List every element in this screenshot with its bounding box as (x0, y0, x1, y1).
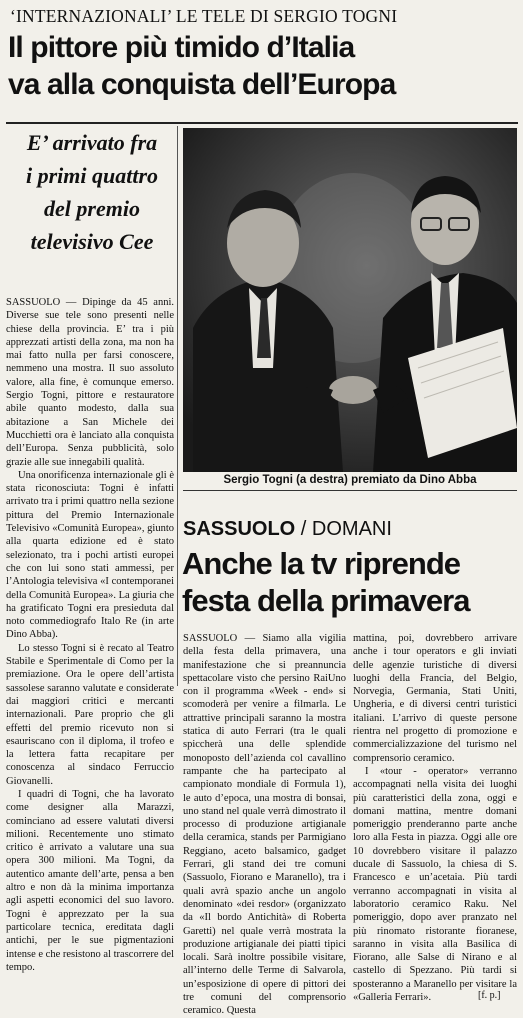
article-kicker: ‘INTERNAZIONALI’ LE TELE DI SERGIO TOGNI (10, 6, 398, 26)
body-paragraph: SASSUOLO — Dipinge da 45 anni. Diverse sue tele sono presenti nelle chiese della provincia. E’ tra i più apprezzati artisti della zona, ma non ha mai fatto nulla per farsi conoscere, nemmeno una mostra. Il suo assoluto valore, alla fine, è comunque emerso. Sergio Togni, pittore e restauratore abile quanto modesto, dalla sua abitazione a San Michele dei Mucchietti ora è lanciato alla conquista dell’Europa. Senza pubblicità, solo grazie alle sue innegabili qualità. (6, 297, 174, 468)
deck-line: del premio (44, 196, 140, 221)
article-headline (8, 29, 518, 103)
article2-body-col1 (183, 632, 346, 1018)
author-signature: [f. p.] (478, 990, 501, 1001)
body-paragraph: SASSUOLO — Siamo alla vigilia della festa della primavera, una manifestazione che si preannuncia spettacolare visto che persino RaiUno con il programma «Week - end» si scomoderà per venire a filmarla. Le attrattive principali saranno la mostra statica di auto Ferrari (tra le quali spiccherà una delle splendide monoposto dell’azienda col cavallino rampante che ha partecipato al campionato mondiale di Formula 1), le auto d’epoca, una mostra di bonsai, uno stand nel quale verrà dimostrato il processo di produzione artigianale della ceramica, stands per Parmigiano Reggiano, aceto balsamico, gadget Ferrari, gli stand dei tre comuni (Sassuolo, Fiorano e Maranello), tra i quali avrà spazio anche un angolo denominato «dei resdor» (organizzato da «Il bordo Antichità» di Roberta Garetti) nel quale verrà mostrata la produzione artigianale dei piatti tipici locali. Sarà inoltre possibile visitare, all’interno delle Terme di Salvarola, un’esposizione di opere di pittori dei tre comuni del comprensorio ceramico. Questa (183, 633, 346, 1017)
article2-headline (182, 545, 518, 619)
award-photo (183, 128, 517, 472)
headline-line: Anche la tv riprende (182, 546, 461, 581)
headline-line: Il pittore più timido d’Italia (8, 31, 355, 64)
article-deck (12, 126, 172, 258)
body-paragraph: mattina, poi, dovrebbero arrivare anche i tour operators e gli inviati delle agenzie turistiche di diversi luoghi della Francia, del Belgio, Norvegia, Germania, Stati Uniti, Ungheria, e di diversi centri turistici italiani. L’arrivo di queste persone rientra nel progetto di promozione e commercializzazione del turismo nel comprensorio ceramico. (353, 633, 517, 764)
divider (6, 122, 518, 124)
article2-body-col2 (353, 632, 517, 1004)
photo-caption: Sergio Togni (a destra) premiato da Dino Abba (223, 474, 477, 486)
photo-illustration (183, 128, 517, 472)
body-paragraph: Lo stesso Togni si è recato al Teatro Stabile e Sperimentale di Como per la premiazione. Ora le opere dell’artista sassolese saranno valutate e considerate dai maggiori critici e mercanti internazionali. Pare proprio che gli effetti del premio ricevuto non si esauriscano con il diploma, il trofeo e la lettera fatta recapitare per conoscenza al sindaco Ferruccio Giovanelli. (6, 642, 174, 787)
column-divider (177, 126, 178, 686)
headline-line: festa della primavera (182, 583, 470, 618)
body-paragraph: I quadri di Togni, che ha lavorato come designer alla Marazzi, cominciano ad essere valutati diversi milioni. Recentemente uno stimato critico è arrivato a valutare una sua opera 300 milioni. Ma Togni, da autentico amante dell’arte, pensa a ben altro e non dà la minima importanza agli aspetti economici del suo lavoro. Togni è apprezzato per la sua particolare tecnica, ereditata dagli antichi, per le sue pigmentazioni intense e che resistono al trascorrere del tempo. (6, 788, 174, 973)
body-paragraph: Una onorificenza internazionale gli è stata riconosciuta: Togni è infatti arrivato tra i primi quattro nella sezione pittura del Premio Internazionale Televisivo «Comunità Europea», giunto alla quarta edizione ed è stato selezionato, tra i pochi artisti europei che con lui sono stati ammessi, per l’Antologia televisiva «I contemporanei della Comunità Europea». La giuria che ha gratificato Togni era presieduta dal noto commediografo Italo Re (in arte Dino Abba). (6, 469, 174, 641)
headline-line: va alla conquista dell’Europa (8, 68, 396, 101)
body-paragraph: I «tour - operator» verranno accompagnati nella visita dei luoghi più caratteristici della zona, oggi e domani mattina, mentre domani pomeriggio prenderanno parte anche loro alla Festa in piazza. Oggi alle ore 10 dovrebbero visitare il palazzo ducale di Sassuolo, la chiesa di S. Francesco e un’acetaia. Più tardi verranno accompagnati in visita al laboratorio ceramico Raku. Nel pomeriggio, dopo aver pranzato nel più rinomato ristorante fioranese, saranno in visita alla Basilica di Fiorano, alle Salse di Nirano e al castello di Spezzano. Più tardi si sposteranno a Maranello per visitare la «Galleria Ferrari». (353, 765, 517, 1004)
deck-line: i primi quattro (25, 163, 159, 188)
deck-line: televisivo Cee (30, 229, 154, 254)
deck-line: E’ arrivato fra (26, 130, 158, 155)
kicker-place: SASSUOLO (183, 518, 296, 540)
article1-body (6, 296, 174, 974)
divider (183, 490, 517, 491)
article2-kicker (183, 518, 517, 541)
kicker-rest: / DOMANI (295, 518, 392, 540)
